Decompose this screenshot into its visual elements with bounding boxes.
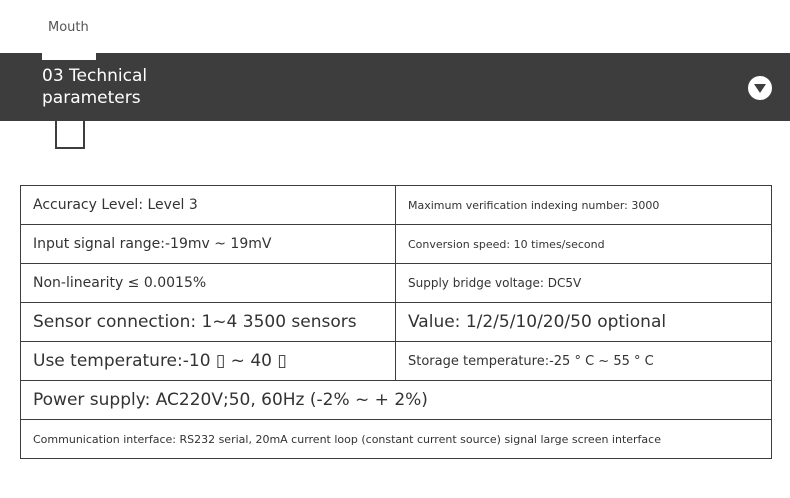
table-row xyxy=(21,186,772,225)
table-row xyxy=(21,381,772,420)
mouth-tab-label: Mouth xyxy=(48,20,89,35)
empty-checkbox-box xyxy=(55,121,85,149)
param-value-options: Value: 1/2/5/10/20/50 optional xyxy=(396,303,772,342)
table-row xyxy=(21,303,772,342)
param-use-temperature: Use temperature:-10 ▯ ~ 40 ▯ xyxy=(21,342,396,381)
table-row xyxy=(21,420,772,459)
param-max-verification-index: Maximum verification indexing number: 3000 xyxy=(396,186,772,225)
param-supply-bridge-voltage: Supply bridge voltage: DC5V xyxy=(396,264,772,303)
table-row xyxy=(21,342,772,381)
param-communication-interface: Communication interface: RS232 serial, 20mA current loop (constant current source) signal large screen interface xyxy=(21,420,772,459)
param-storage-temperature: Storage temperature:-25 ° C ~ 55 ° C xyxy=(396,342,772,381)
technical-parameters-table xyxy=(20,185,772,459)
section-title: 03 Technical parameters xyxy=(42,66,148,108)
param-conversion-speed: Conversion speed: 10 times/second xyxy=(396,225,772,264)
param-input-signal-range: Input signal range:-19mv ~ 19mV xyxy=(21,225,396,264)
param-sensor-connection: Sensor connection: 1~4 3500 sensors xyxy=(21,303,396,342)
param-accuracy-level: Accuracy Level: Level 3 xyxy=(21,186,396,225)
param-power-supply: Power supply: AC220V;50, 60Hz (-2% ~ + 2%) xyxy=(21,381,772,420)
chevron-down-icon xyxy=(748,76,772,100)
collapse-toggle-button[interactable] xyxy=(748,76,772,100)
mouth-tab[interactable] xyxy=(42,0,96,60)
table-row xyxy=(21,225,772,264)
param-non-linearity: Non-linearity ≤ 0.0015% xyxy=(21,264,396,303)
table-row xyxy=(21,264,772,303)
section-header[interactable] xyxy=(0,53,790,121)
